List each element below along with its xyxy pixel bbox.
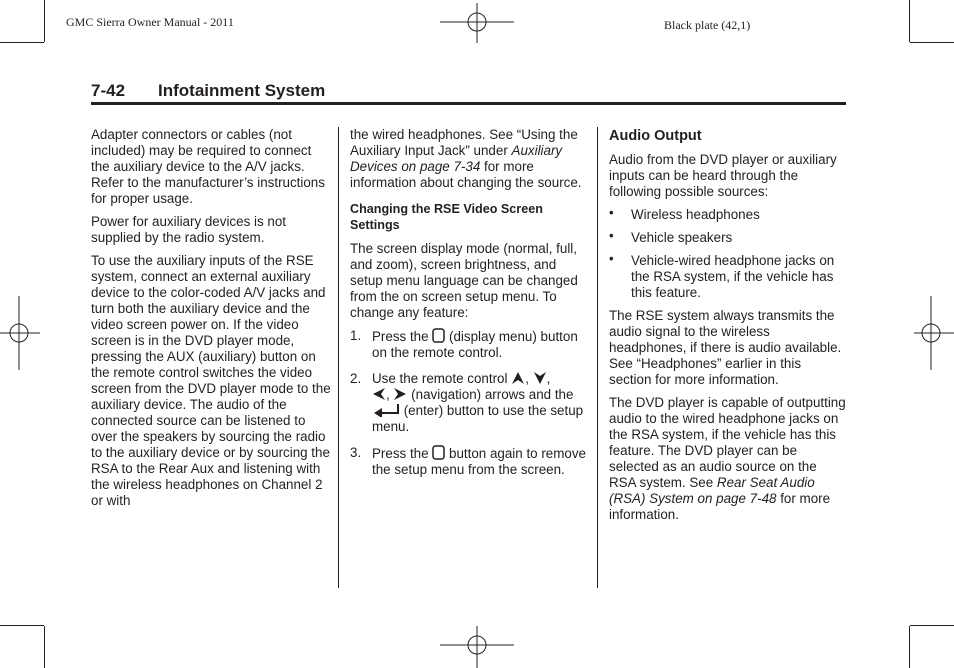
list-item: • Wireless headphones: [609, 205, 760, 222]
display-menu-icon: [432, 328, 445, 343]
list-item: • Vehicle-wired headphone jacks on the RSA system, if the vehicle has this feature.: [609, 251, 835, 300]
link-rear-seat-audio[interactable]: Rear Seat Audio (RSA) System on page 7-48: [609, 475, 815, 506]
heading-audio-output: Audio Output: [609, 128, 702, 144]
step-2: 2. Use the remote control , , , (navigation) arrows and the (enter) button to use the setup menu.: [350, 371, 584, 434]
paragraph-audio-sources: Audio from the DVD player or auxiliary inputs can be heard through the following possible sources:: [609, 152, 837, 199]
link-auxiliary-devices[interactable]: Auxiliary Devices on page 7-34: [350, 143, 563, 174]
column-3: [609, 127, 846, 530]
header-plate-info: Black plate (42,1): [664, 18, 751, 32]
enter-icon: [372, 403, 400, 417]
column-2: [350, 127, 590, 488]
left-arrow-icon: [372, 387, 386, 401]
right-arrow-icon: [393, 387, 407, 401]
up-arrow-icon: [511, 371, 525, 385]
subheading-rse-video-settings: Changing the RSE Video Screen Settings: [350, 202, 543, 232]
paragraph-rse-transmits: The RSE system always transmits the audio signal to the wireless headphones, if there is audio available. See “Headphones” earlier in this section for more information.: [609, 308, 842, 387]
page-number: 7-42: [91, 81, 126, 100]
registration-mark-right: [914, 296, 954, 370]
audio-sources-list: [609, 207, 846, 301]
step-3: 3. Press the button again to remove the setup menu from the screen.: [350, 445, 586, 477]
registration-mark-left: [0, 296, 40, 370]
title-rule: [91, 102, 846, 105]
paragraph-power: Power for auxiliary devices is not supplied by the radio system.: [91, 214, 286, 245]
paragraph-auxiliary-inputs: To use the auxiliary inputs of the RSE system, connect an external auxiliary device to the color-coded A/V jacks and turn both the auxiliary device and the video screen power on. If the video screen is in the DVD player mode, pressing the AUX (auxiliary) button on the remote control switches the video screen from the DVD player mode to the auxiliary device. The audio of the connected source can be listened to over the speakers by sourcing the radio to the auxiliary device or by sourcing the RSA to the Rear Aux and listening with the wireless headphones on Channel 2 or with: [91, 253, 331, 508]
step-1: 1. Press the (display menu) button on the remote control.: [350, 328, 578, 360]
paragraph-dvd-audio: The DVD player is capable of outputting audio to the wired headphone jacks on the RSA system, if the vehicle has this feature. The DVD player can be selected as an audio source on the RSA system. See Rear Seat Audio (RSA) System on page 7-48 for more information.: [609, 395, 846, 522]
registration-mark-top: [440, 3, 514, 43]
section-title: Infotainment System: [158, 81, 326, 100]
column-divider-2: [597, 127, 598, 588]
paragraph-adapter-connectors: Adapter connectors or cables (not included) may be required to connect the auxiliary device to the A/V jacks. Refer to the manufacturer’s instructions for proper usage.: [91, 127, 325, 206]
down-arrow-icon: [533, 371, 547, 385]
paragraph-screen-display: The screen display mode (normal, full, and zoom), screen brightness, and setup menu language can be changed from the on screen setup menu. To change any feature:: [350, 241, 578, 320]
registration-mark-bottom: [440, 626, 514, 668]
steps-list: [350, 328, 590, 478]
paragraph-wired-headphones: the wired headphones. See “Using the Auxiliary Input Jack” under Auxiliary Devices on page 7-34 for more information about changing the source.: [350, 127, 582, 190]
header-manual-title: GMC Sierra Owner Manual - 2011: [66, 15, 234, 29]
column-1: [91, 127, 331, 516]
list-item: • Vehicle speakers: [609, 228, 733, 245]
display-menu-icon: [432, 445, 445, 460]
column-divider-1: [338, 127, 339, 588]
